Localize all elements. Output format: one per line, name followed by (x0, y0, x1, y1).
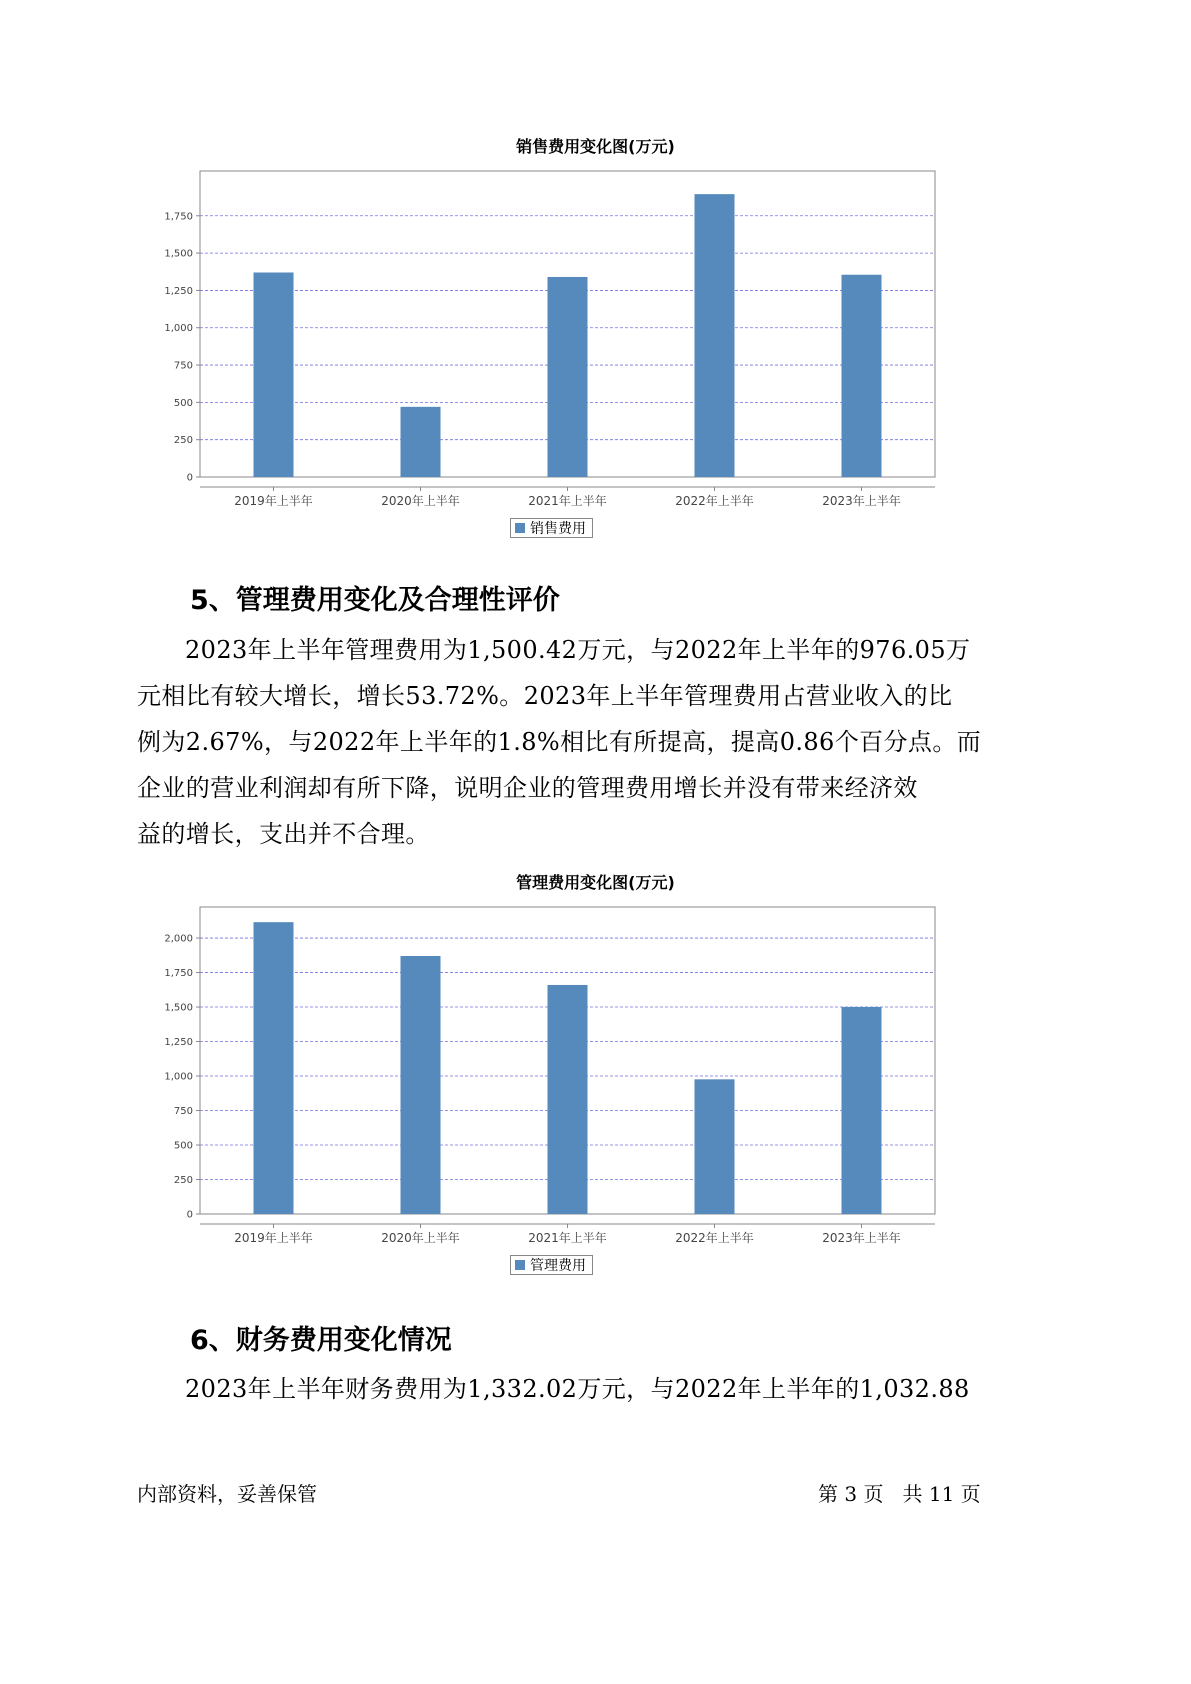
bar (842, 275, 882, 477)
section-paragraph (137, 627, 1017, 857)
paragraph-line: 元相比有较大增长，增长53.72%。2023年上半年管理费用占营业收入的比 (137, 682, 953, 710)
paragraph-line: 益的增长，支出并不合理。 (137, 820, 430, 848)
y-tick-label: 250 (173, 435, 193, 447)
legend-swatch (515, 1260, 525, 1270)
y-tick-label: 1,750 (164, 211, 193, 223)
x-tick-label: 2019年上半年 (234, 494, 313, 508)
y-tick-label: 500 (173, 1140, 193, 1152)
bar (401, 956, 441, 1214)
paragraph-line: 2023年上半年财务费用为1,332.02万元，与2022年上半年的1,032.88 (185, 1375, 970, 1403)
bar (842, 1007, 882, 1214)
x-tick-label: 2019年上半年 (234, 1231, 313, 1245)
x-tick-label: 2022年上半年 (675, 494, 754, 508)
bar (695, 194, 735, 477)
y-tick-label: 0 (186, 472, 193, 484)
sales-expense-chart (150, 168, 940, 513)
paragraph-line: 2023年上半年管理费用为1,500.42万元，与2022年上半年的976.05万 (185, 636, 971, 664)
x-tick-label: 2022年上半年 (675, 1231, 754, 1245)
y-tick-label: 1,750 (164, 968, 193, 980)
y-tick-label: 1,500 (164, 1002, 193, 1014)
x-tick-label: 2023年上半年 (822, 494, 901, 508)
section-paragraph (137, 1366, 1017, 1412)
y-tick-label: 1,000 (164, 323, 193, 335)
y-tick-label: 2,000 (164, 933, 193, 945)
y-tick-label: 0 (186, 1209, 193, 1221)
page-number: 第 3 页 共 11 页 (818, 1482, 981, 1506)
y-tick-label: 750 (173, 1106, 193, 1118)
chart-legend (510, 518, 593, 538)
x-tick-label: 2023年上半年 (822, 1231, 901, 1245)
x-tick-label: 2021年上半年 (528, 494, 607, 508)
x-tick-label: 2021年上半年 (528, 1231, 607, 1245)
chart-title: 管理费用变化图(万元) (516, 873, 675, 892)
y-tick-label: 1,000 (164, 1071, 193, 1083)
y-tick-label: 500 (173, 397, 193, 409)
y-tick-label: 750 (173, 360, 193, 372)
bar (548, 985, 588, 1214)
bar (548, 277, 588, 477)
footer-confidential: 内部资料，妥善保管 (137, 1482, 317, 1506)
x-tick-label: 2020年上半年 (381, 1231, 460, 1245)
paragraph-line: 例为2.67%，与2022年上半年的1.8%相比有所提高，提高0.86个百分点。而 (137, 728, 982, 756)
bar (254, 922, 294, 1214)
x-tick-label: 2020年上半年 (381, 494, 460, 508)
section-heading: 6、财务费用变化情况 (190, 1325, 452, 1356)
bar (254, 273, 294, 477)
bar (401, 407, 441, 477)
y-tick-label: 250 (173, 1175, 193, 1187)
bar (695, 1079, 735, 1214)
chart-title: 销售费用变化图(万元) (516, 137, 675, 156)
section-heading: 5、管理费用变化及合理性评价 (190, 585, 560, 616)
paragraph-line: 企业的营业利润却有所下降，说明企业的管理费用增长并没有带来经济效 (137, 774, 918, 802)
legend-label: 销售费用 (530, 521, 586, 537)
y-tick-label: 1,250 (164, 285, 193, 297)
legend-swatch (515, 523, 525, 533)
y-tick-label: 1,250 (164, 1037, 193, 1049)
y-tick-label: 1,500 (164, 248, 193, 260)
chart-legend (510, 1255, 593, 1275)
admin-expense-chart (150, 904, 940, 1249)
legend-label: 管理费用 (530, 1258, 586, 1274)
